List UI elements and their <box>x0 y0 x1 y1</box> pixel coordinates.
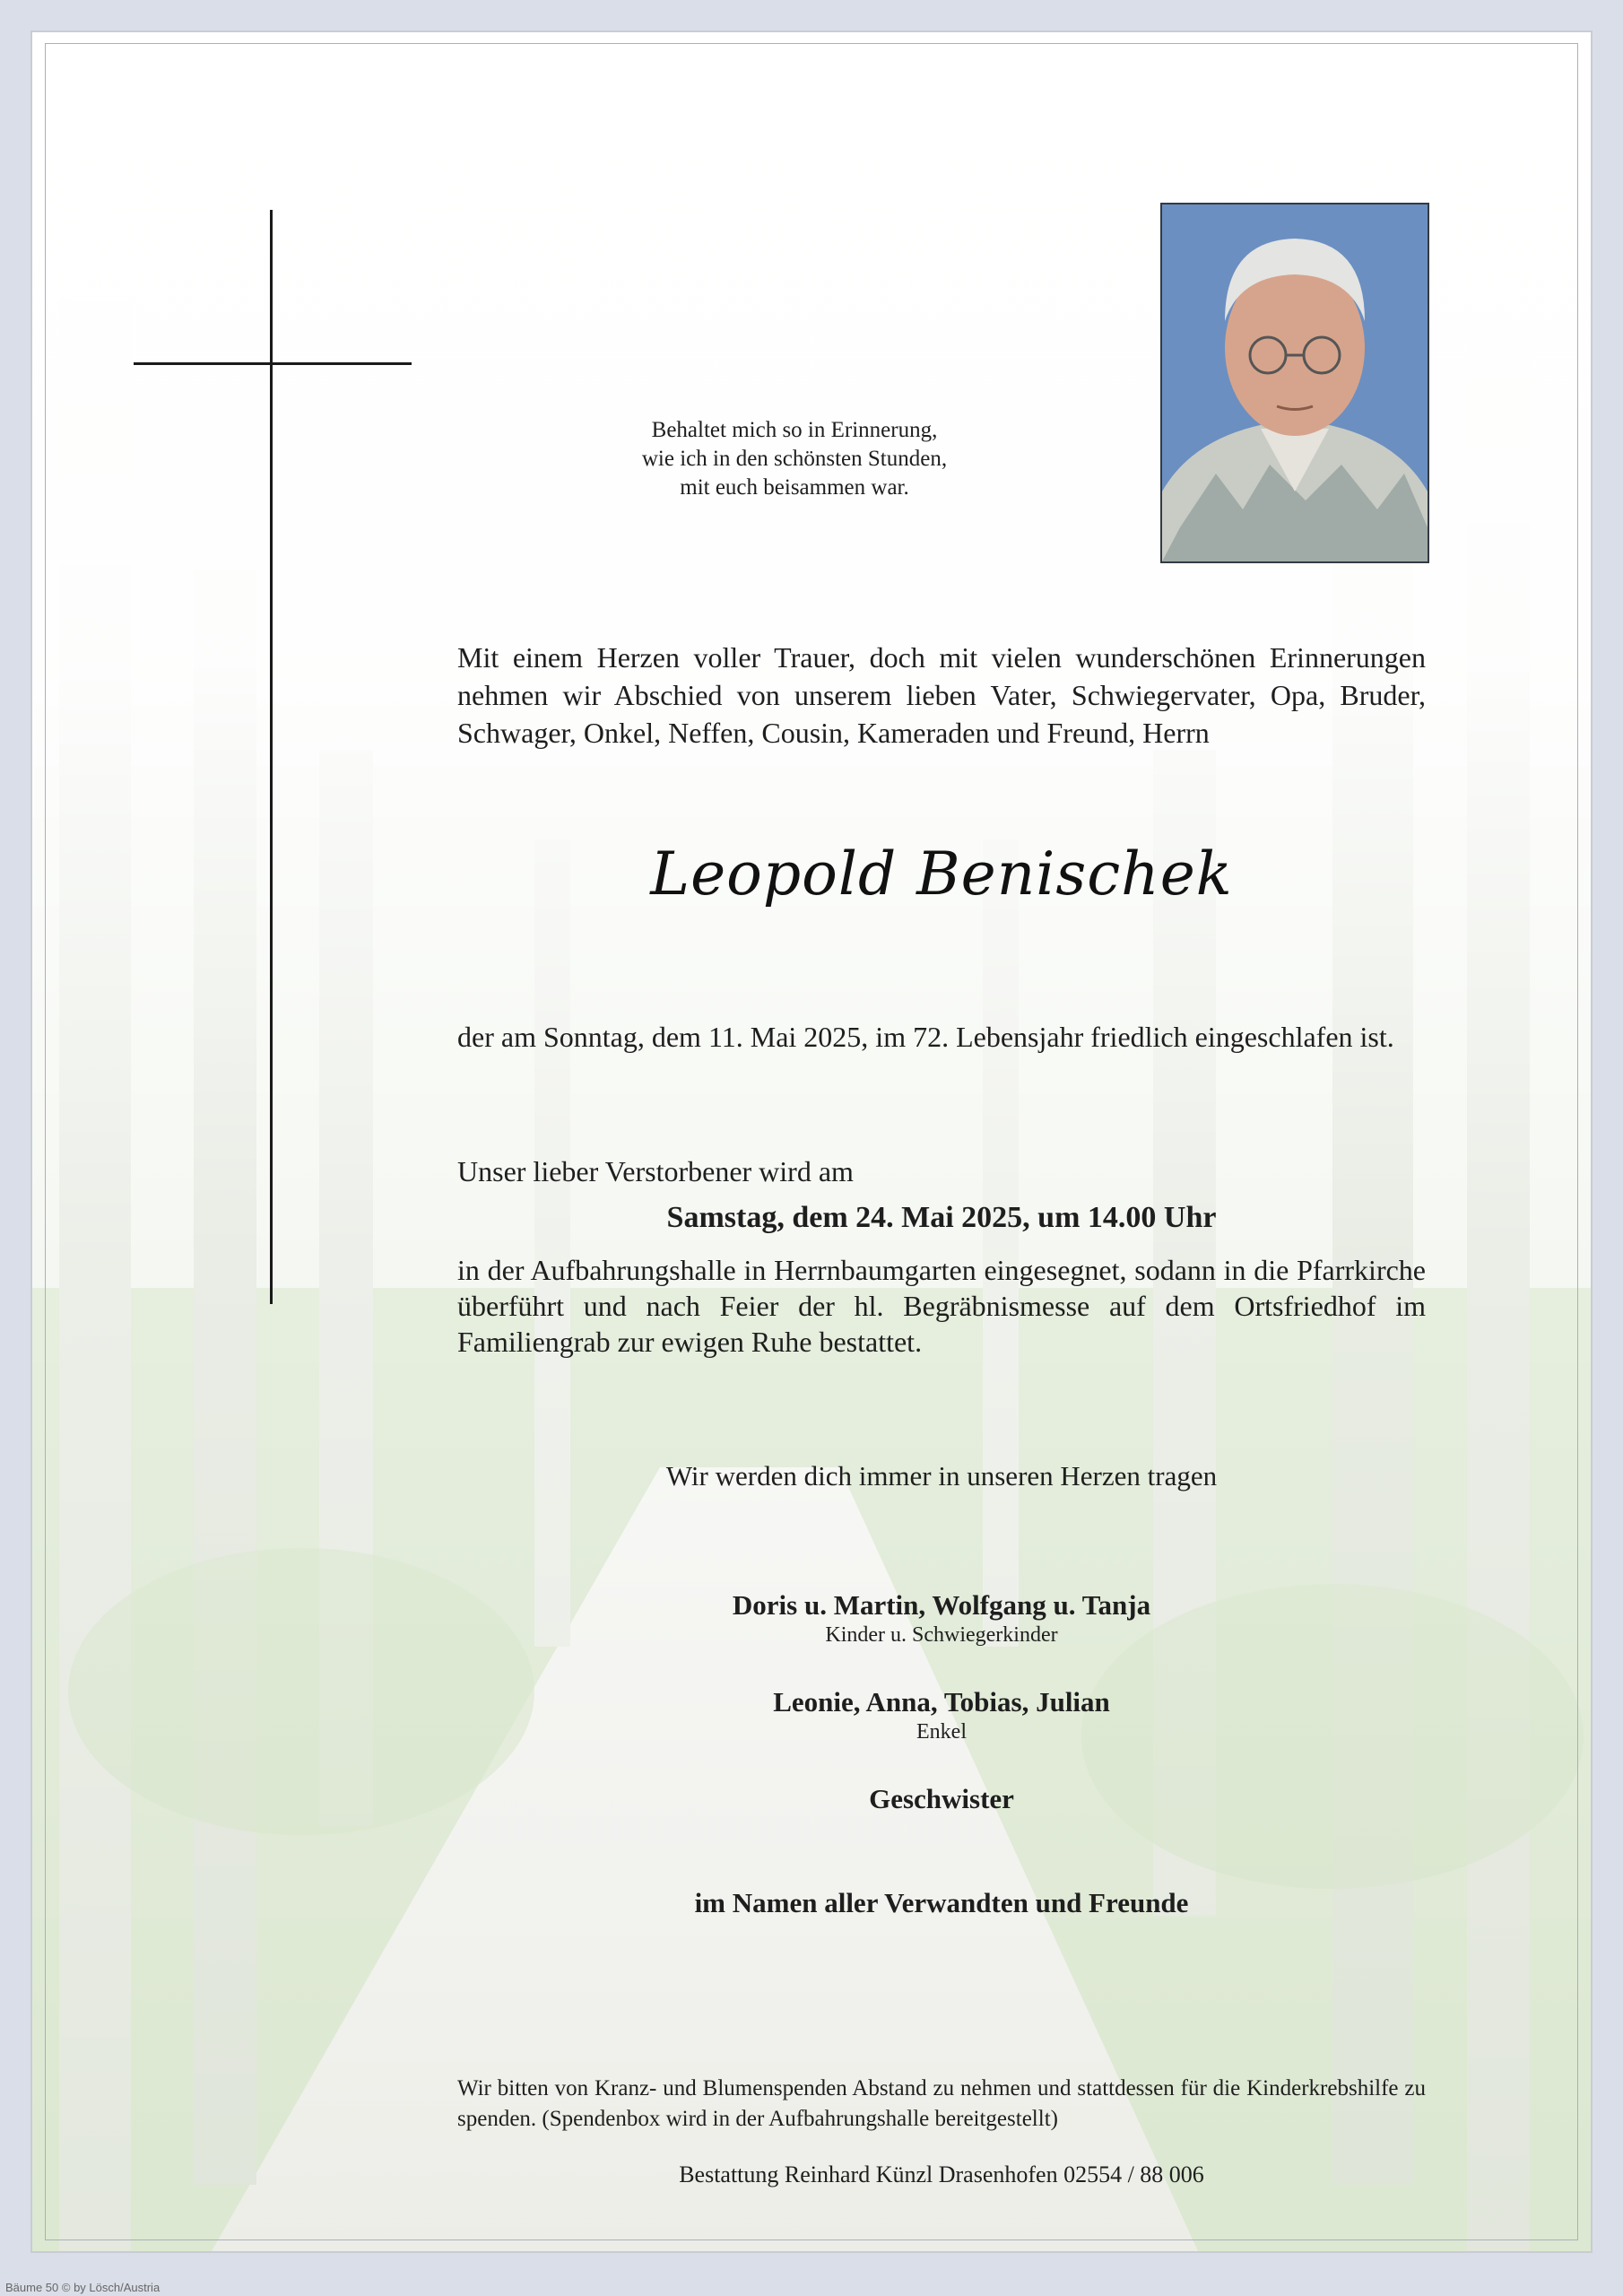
donation-request: Wir bitten von Kranz- und Blumenspenden Abstand zu nehmen und stattdessen für die Kinderkrebshilfe zu spenden. (Spendenbox wird in der Aufbahrungshalle bereitgestellt) <box>457 2076 1426 2131</box>
mourner-siblings: Geschwister <box>869 1783 1014 1814</box>
undertaker-info: Bestattung Reinhard Künzl Drasenhofen 02554 / 88 006 <box>679 2161 1204 2187</box>
mourner-children: Doris u. Martin, Wolfgang u. Tanja <box>732 1589 1151 1621</box>
mourner-children-role: Kinder u. Schwiegerkinder <box>825 1623 1058 1647</box>
paper-credit: Bäume 50 © by Lösch/Austria <box>5 2281 161 2294</box>
funeral-date: Samstag, dem 24. Mai 2025, um 14.00 Uhr <box>666 1201 1217 1234</box>
funeral-details: in der Aufbahrungshalle in Herrnbaumgarten eingesegnet, sodann in die Pfarrkirche überführt und nach Feier der hl. Begräbnismesse auf dem Ortsfriedhof im Familiengrab zur ewigen Ruhe bestattet. <box>457 1254 1426 1358</box>
death-notice: der am Sonntag, dem 11. Mai 2025, im 72. Lebensjahr friedlich eingeschlafen ist. <box>457 1021 1394 1053</box>
closing-line: Wir werden dich immer in unseren Herzen tragen <box>665 1460 1218 1492</box>
mourner-relatives: im Namen aller Verwandten und Freunde <box>694 1887 1189 1918</box>
mourner-grandchildren: Leonie, Anna, Tobias, Julian <box>773 1686 1110 1718</box>
portrait-photo <box>1160 203 1429 563</box>
intro-text: Mit einem Herzen voller Trauer, doch mit vielen wunderschönen Erinnerungen nehmen wir Abschied von unserem lieben Vater, Schwiegervater, Opa, Bruder, Schwager, Onkel, Neffen, Cousin, Kameraden und Freund, Herrn <box>457 641 1426 749</box>
mourner-grandchildren-role: Enkel <box>916 1720 967 1744</box>
deceased-name: Leopold Benischek <box>650 839 1233 909</box>
funeral-intro: Unser lieber Verstorbener wird am <box>457 1155 854 1187</box>
cross-icon <box>134 210 412 1304</box>
obituary-card <box>30 30 1593 2253</box>
motto: Behaltet mich so in Erinnerung, wie ich in den schönsten Stunden, mit euch beisammen war. <box>641 418 948 500</box>
